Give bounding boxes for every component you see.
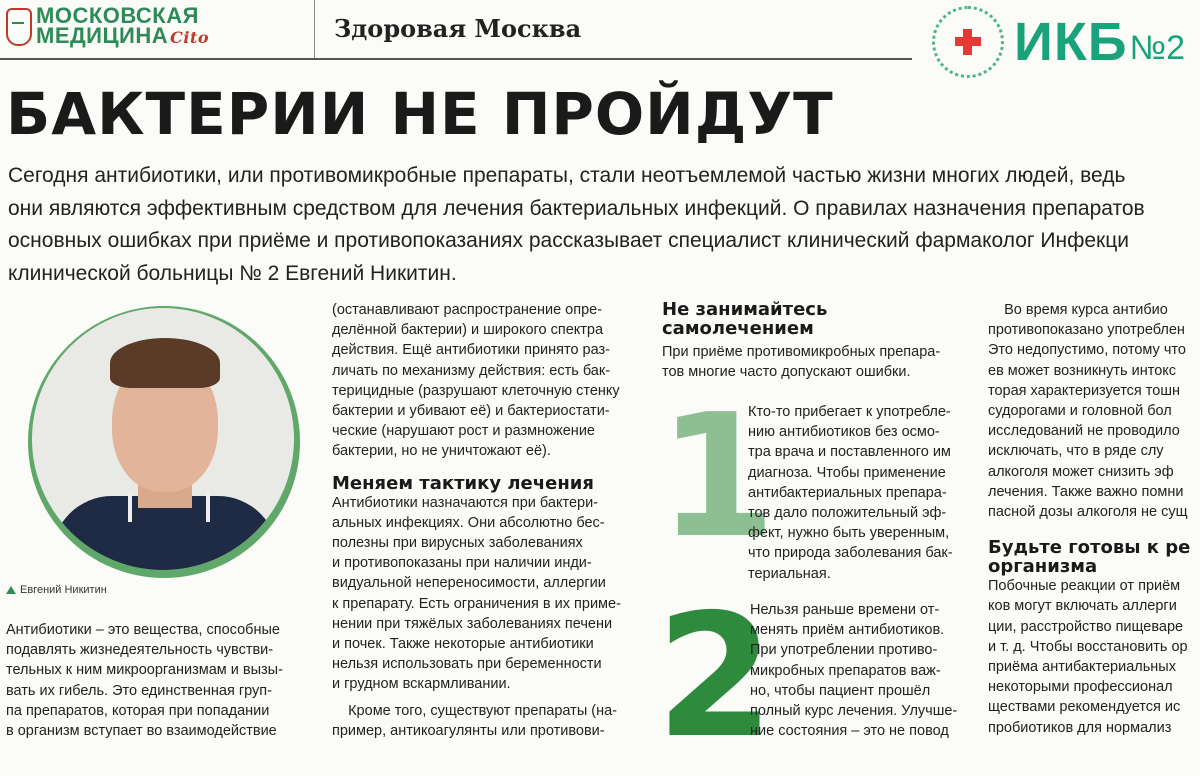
text-line: тов многие часто допускают ошибки.: [662, 364, 911, 381]
text-line: фект, нужно быть уверенным,: [748, 525, 950, 542]
text-line: ков могут включать аллерги: [988, 598, 1177, 615]
subheading-side-effects-1: Будьте готовы к ре: [988, 537, 1191, 559]
text-line: Кроме того, существуют препараты (на-: [332, 702, 617, 719]
logo-line1: МОСКОВСКАЯ: [36, 3, 199, 28]
lead-line: Сегодня антибиотики, или противомикробные препараты, стали неотъемлемой частью жизни многих людей, ведь: [8, 164, 1126, 187]
text-line: приёма антибактериальных: [988, 659, 1176, 676]
text-line: вать их гибель. Это единственная груп-: [6, 682, 272, 699]
text-line: в организм вступает во взаимодействие: [6, 723, 277, 740]
article-headline: БАКТЕРИИ НЕ ПРОЙДУТ: [6, 80, 834, 148]
text-line: торая характеризуется тошн: [988, 382, 1180, 399]
text-line: терицидные (разрушают клеточную стенку: [332, 382, 620, 399]
text-line: исследований не проводило: [988, 423, 1180, 440]
moscow-medicine-logo: [6, 3, 210, 48]
text-line: нельзя использовать при беременности: [332, 656, 602, 673]
text-line: Антибиотики – это вещества, способные: [6, 622, 280, 638]
subheading-tactics: Меняем тактику лечения: [332, 472, 594, 494]
lead-line: они являются эффективным средством для лечения бактериальных инфекций. О правилах назначения препаратов: [8, 196, 1145, 220]
column-c: [662, 300, 962, 382]
header-rule: [0, 58, 912, 60]
column-a: [6, 620, 318, 741]
number-two: 2: [656, 578, 775, 776]
text-line: ции, расстройство пищеваре: [988, 618, 1184, 635]
text-line: видуальной непереносимости, аллергии: [332, 575, 606, 592]
text-line: териальная.: [748, 565, 831, 582]
subheading-side-effects-2: организма: [988, 556, 1098, 578]
text-line: к препарату. Есть ограничения в их приме-: [332, 595, 621, 612]
text-line: альных инфекциях. Они абсолютно бес-: [332, 514, 605, 531]
text-line: пасной дозы алкоголя не сущ: [988, 504, 1188, 521]
text-line: ние состояния – это не повод: [750, 723, 949, 740]
text-line: полный курс лечения. Улучше-: [750, 703, 958, 720]
text-line: тов дало положительный эф-: [748, 505, 947, 522]
text-line: При употреблении противо-: [750, 642, 938, 659]
text-line: ществами рекомендуется ис: [988, 699, 1181, 716]
text-line: и т. д. Чтобы восстановить ор: [988, 638, 1188, 655]
logo-line2: МЕДИЦИНА: [36, 23, 169, 48]
author-photo: [28, 306, 300, 578]
text-line: противопоказано употреблен: [988, 322, 1185, 339]
text-line: Нельзя раньше времени от-: [750, 602, 940, 618]
subheading-self-treatment-1: Не занимайтесь: [662, 299, 828, 320]
number-one: 1: [658, 378, 777, 576]
text-line: полезны при вирусных заболеваниях: [332, 535, 583, 552]
hospital-logo: [932, 6, 1185, 78]
text-line: менять приём антибиотиков.: [750, 622, 945, 639]
text-line: исключать, что в ряде слу: [988, 443, 1164, 460]
text-line: лечения. Также важно помни: [988, 483, 1184, 500]
text-line: тра врача и поставленного им: [748, 444, 951, 461]
triangle-icon: [6, 586, 16, 594]
text-line: Это недопустимо, потому что: [988, 342, 1186, 359]
text-line: диагноза. Чтобы применение: [748, 464, 946, 481]
text-line: ческие (нарушают рост и размножение: [332, 423, 595, 440]
text-line: При приёме противомикробных препара-: [662, 344, 941, 360]
text-line: делённой бактерии) и широкого спектра: [332, 322, 604, 339]
hospital-logo-number: №2: [1129, 28, 1185, 67]
heart-icon: [6, 8, 32, 46]
text-line: что природа заболевания бак-: [748, 545, 953, 562]
header-divider: [314, 0, 315, 58]
text-line: подавлять жизнедеятельность чувстви-: [6, 642, 274, 659]
text-line: но, чтобы пациент прошёл: [750, 682, 931, 699]
text-line: тельных к ним микроорганизмам и вызы-: [6, 662, 283, 679]
lead-line: клинической больницы № 2 Евгений Никитин.: [8, 261, 457, 285]
text-line: судорогами и головной бол: [988, 403, 1172, 420]
text-line: пробиотиков для нормализ: [988, 719, 1172, 736]
text-line: бактерии и убивают её) и бактериостати-: [332, 403, 610, 420]
text-line: Во время курса антибио: [988, 302, 1168, 318]
text-line: Побочные реакции от приём: [988, 578, 1181, 595]
text-line: некоторыми профессионал: [988, 679, 1173, 696]
text-line: и грудном вскармливании.: [332, 676, 511, 693]
medical-cross-icon: [932, 6, 1004, 78]
text-line: Кто-то прибегает к употребле-: [748, 404, 951, 420]
text-line: и противопоказаны при наличии инди-: [332, 555, 592, 572]
text-line: пример, антикоагулянты или противови-: [332, 722, 605, 739]
text-line: антибактериальных препара-: [748, 484, 947, 501]
text-line: нении при тяжёлых заболеваниях печени: [332, 615, 613, 632]
text-line: действия. Ещё антибиотики принято раз-: [332, 342, 610, 359]
text-line: па препаратов, которая при попадании: [6, 702, 270, 719]
text-line: нию антибиотиков без осмо-: [748, 424, 940, 441]
text-line: (останавливают распространение опре-: [332, 302, 603, 318]
section-title: Здоровая Москва: [334, 14, 582, 43]
subheading-self-treatment-2: самолечением: [662, 318, 814, 339]
article-lead: [8, 160, 1200, 290]
photo-caption: [6, 584, 107, 596]
text-line: бактерии, но не уничтожают её).: [332, 443, 551, 460]
text-line: микробных препаратов важ-: [750, 662, 941, 679]
column-d: [988, 300, 1200, 738]
logo-cito: Cito: [170, 28, 210, 47]
hospital-logo-text: ИКБ: [1014, 12, 1128, 72]
photo-caption-text: Евгений Никитин: [20, 584, 107, 596]
point-two-text: [750, 600, 972, 741]
text-line: алкоголя может снизить эф: [988, 463, 1174, 480]
point-one-text: [748, 402, 970, 584]
text-line: ев может возникнуть интокс: [988, 362, 1177, 379]
text-line: Антибиотики назначаются при бактери-: [332, 494, 598, 511]
text-line: личать по механизму действия: есть бак-: [332, 362, 611, 379]
lead-line: основных ошибках при приёме и противопоказаниях рассказывает специалист клинический фармаколог Инфекци: [8, 229, 1129, 252]
column-b: [332, 300, 644, 741]
text-line: и почек. Также некоторые антибиотики: [332, 636, 594, 653]
